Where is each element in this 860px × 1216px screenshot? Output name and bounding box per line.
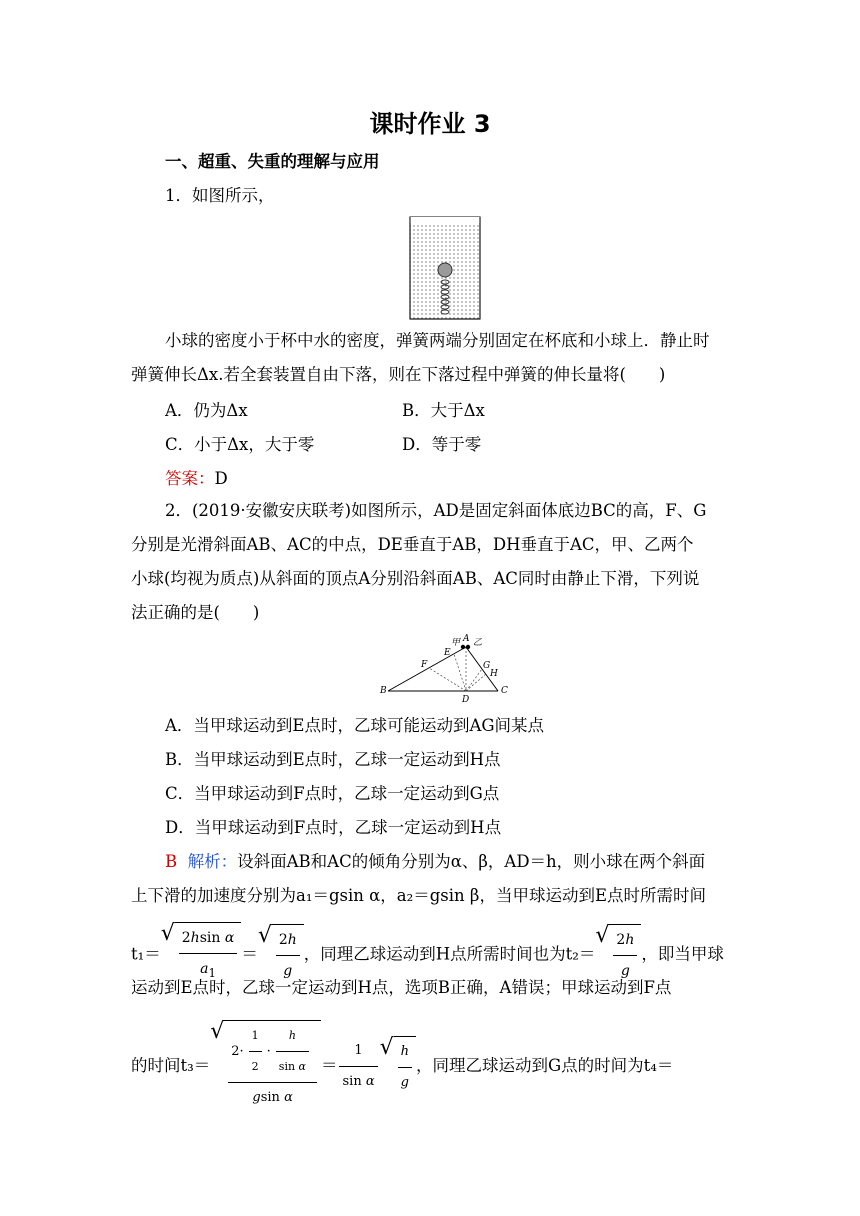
analysis-t2-tail: ，即当甲球 [641,944,724,964]
q1-option-b: B．大于Δx [402,401,485,420]
label-jia: 甲 [451,638,461,648]
analysis-t2: ，同理乙球运动到H点所需时间也为t₂＝ [303,944,596,964]
q2-analysis-line4: 运动到E点时，乙球一定运动到H点，选项B正确，A错误；甲球运动到F点 [131,978,672,997]
sqrt-formula-4: √ 2· $\frac{1}{2}$ · $\frac{h}{\text{sin α}}$ gsin α [224,1020,321,1113]
q2-option-b: B．当甲球运动到E点时，乙球一定运动到H点 [165,750,501,769]
analysis-t3: 的时间t₃＝ [131,1056,211,1075]
label-g: G [483,661,491,671]
q2-line2: 分别是光滑斜面AB、AC的中点，DE垂直于AB，DH垂直于AC，甲、乙两个 [131,535,694,554]
label-d: D [462,695,470,705]
q2-option-a: A．当甲球运动到E点时，乙球可能运动到AG间某点 [165,716,545,735]
q1-body-line2: 弹簧伸长Δx.若全套装置自由下落，则在下落过程中弹簧的伸长量将( ) [131,365,666,384]
label-e: E [444,648,451,658]
q1-body-line1: 小球的密度小于杯中水的密度，弹簧两端分别固定在杯底和小球上．静止时 [165,331,710,350]
section-heading: 一、超重、失重的理解与应用 [165,152,380,171]
q2-line3: 小球(均视为质点)从斜面的顶点A分别沿斜面AB、AC同时由静止下滑，下列说 [131,569,700,588]
q2-figure-triangle [374,632,524,706]
label-c: C [501,686,508,696]
sqrt-formula-1: √ $\frac{\text{2hsin α}}{a_1}$ [175,922,242,988]
answer-value: D [214,469,228,488]
q2-option-d: D．当甲球运动到F点时，乙球一定运动到H点 [165,818,502,837]
page-title: 课时作业 3 [369,110,491,138]
q2-analysis-line2: 上下滑的加速度分别为a₁＝gsin α，a₂＝gsin β，当甲球运动到E点时所需时间 [131,886,706,905]
q2-analysis-line3: t₁＝ √ $\frac{\text{2hsin α}}{a_1}$ ＝ √ $\frac{2h}{g}$ ，同理乙球运动到H点所需时间也为t₂＝ √ $\frac{2h}{g}$ ，即当甲球 [131,922,724,988]
analysis-t1: t₁＝ [131,944,161,964]
analysis-t4: ，同理乙球运动到G点的时间为t₄＝ [415,1056,674,1075]
q1-option-a: A．仍为Δx [165,401,248,420]
sqrt-formula-2: √ $\frac{2h}{g}$ [272,924,304,986]
answer-label: 答案： [165,469,215,488]
q1-stem: 1．如图所示， [165,186,275,205]
analysis-label: 解析： [187,852,238,871]
label-a: A [463,634,470,644]
sqrt-formula-5: √ $\frac{h}{g}$ [394,1036,416,1098]
q1-option-c: C．小于Δx，大于零 [165,435,315,454]
q2-option-c: C．当甲球运动到F点时，乙球一定运动到G点 [165,784,500,803]
q2-analysis-line5: 的时间t₃＝ √ 2· $\frac{1}{2}$ · $\frac{h}{\text{sin α}}$ gsin α ＝ $\frac{1}{\text{sin α}}$ √ $\frac{h}{g}$ ，同理乙球运动到G点的时间为t₄＝ [131,1020,673,1113]
q1-figure-cup [409,216,481,320]
label-f: F [421,660,428,670]
q2-analysis-line1 [165,850,705,874]
label-yi: 乙 [473,638,483,648]
q2-line1: 2．(2019·安徽安庆联考)如图所示，AD是固定斜面体底边BC的高，F、G [165,501,707,520]
q1-answer [165,465,228,489]
label-b: B [380,686,387,696]
q2-line4: 法正确的是( ) [131,603,260,622]
sqrt-formula-3: √ $\frac{2h}{g}$ [609,924,641,986]
analysis-text-1: 设斜面AB和AC的倾角分别为α、β，AD＝h，则小球在两个斜面 [237,852,706,871]
q1-option-d: D．等于零 [402,435,482,454]
q2-answer: B [165,852,178,871]
label-h: H [490,669,498,679]
